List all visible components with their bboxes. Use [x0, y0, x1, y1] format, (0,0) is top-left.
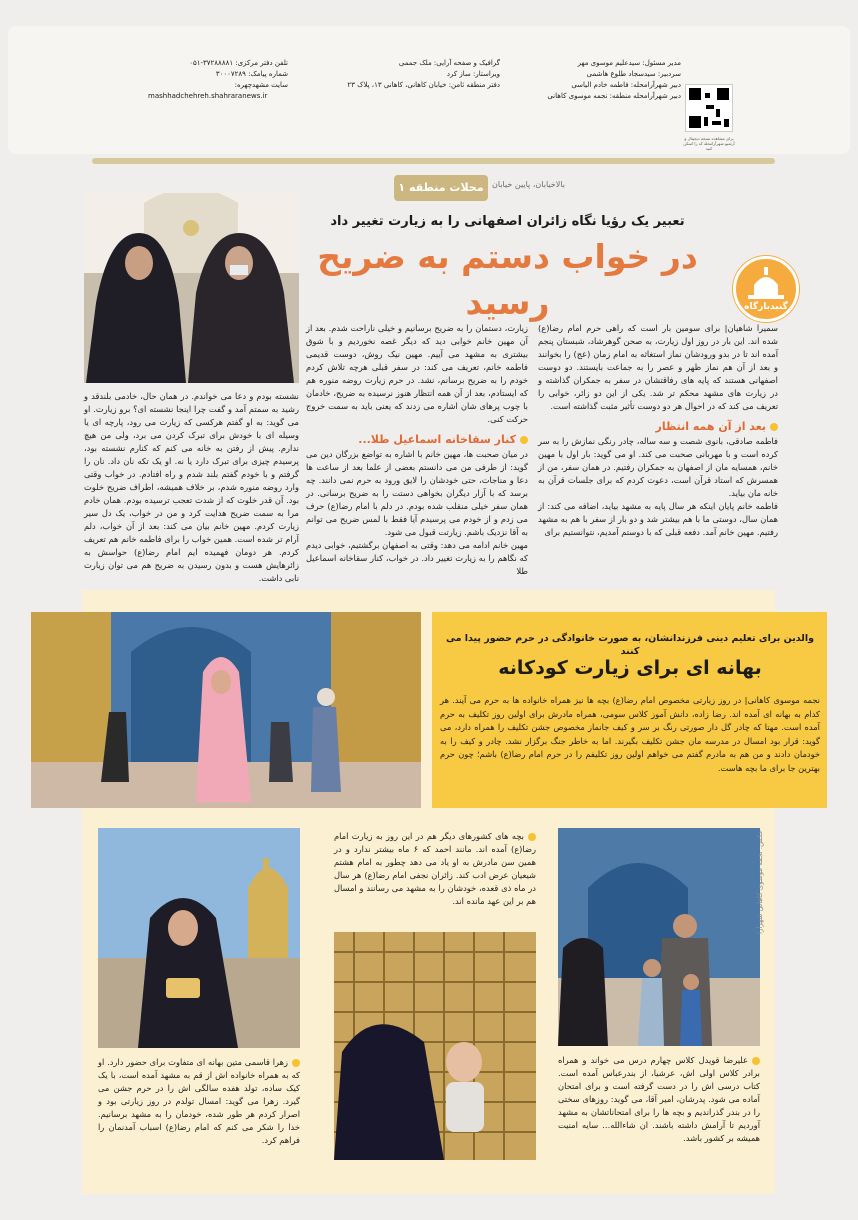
credit-line: دبیر شهرآرامحله: فاطمه خادم الیاسی [571, 81, 681, 89]
feature-lead: نجمه موسوی کاهانی| در روز زیارتی مخصوص امام رضا(ع) بچه ها نیز همراه خانواده ها به حرم می آیند. هر کدام به بهانه ای آمده اند. رضا زاده، دانش آموز کلاس سومی، همراه مادرش برای اولین روز تکلیف به حرم آمده است. مهتا که چادر گل دار صورتی رنگ بر سر و کیف جانماز مخصوص جشن تکلیف را همراه دارد، می گوید: قرار بود امسال در مدرسه مان جشن تکلیف بگیرند. اما به خاطر جنگ برگزار نشد. چادر و کیف را به خودمان دادند و من هم به مادرم گفتم می خواهم اولین روز تکلیفم را در حرم امام رضا(ع) باشم؛ چون حرم بهترین جا برای ما بچه هاست. [440, 695, 820, 773]
article-column [84, 390, 299, 585]
caption-text: بچه های کشورهای دیگر هم در این روز به زیارت امام رضا(ع) آمده اند. مانند احمد که ۶ ماه بیشتر ندارد و در همین سن مادرش به او یاد می دهد چطور به امام هشتم شیعیان عرض ادب کند. زائران نجفی امام رضا(ع) هر سال در ماه ذی قعده، خودشان را به مشهد می رسانند و امسال هم بر این عهد مانده اند. [334, 831, 536, 906]
qr-caption: برای مشاهده نسخه دیجیتال و آرشیو شهرآرامحله کد را اسکن کنید [683, 136, 735, 151]
birthday-girl-photo [98, 828, 300, 1048]
contact-line: سایت مشهدچهره: [234, 81, 288, 89]
contact-line[interactable]: mashhadchehreh.shahraranews.ir [148, 92, 268, 100]
bullet-icon [770, 423, 778, 431]
caption-text: علیرضا قویدل کلاس چهارم درس می خواند و همراه برادر کلاس اولی اش، عرشیا، از بندرعباس آمده است. کتاب درسی اش را در دست گرفته است و برای امتحان آماده می شود. پدرشان، امیر آقا، می گوید: روزهای سختی را در بندر گذراندیم و بچه ها را برای امتحاناتشان به مشهد آوردیم تا آرامش داشته باشند. ان شاءالله... سایه امنیت همیشه بر کشور باشد. [558, 1055, 760, 1143]
shrine-dome-icon [733, 256, 799, 322]
bullet-icon [528, 833, 536, 841]
paragraph: در میان صحبت ها، مهین خانم با اشاره به تواضع بزرگان دین می گوید: از طرفی من می دانستم بعضی از علما بعد از ساعت ها دعا و مناجات، حتی خودشان را لایق ورود به حرم نمی دانند. چه برسد که با آزار دیگران بخواهی دستت را به ضریح برسانی. در همان سفر خیلی منقلب شده بودم. در دلم با امام رضا(ع) حرف می زدم و از خودم می پرسیدم آیا فقط با لمس ضریح می توانم به آقا نزدیک باشم. زیارتت قبول می شود. [306, 449, 528, 537]
credit-line: سردبیر: سیدسجاد طلوع هاشمی [586, 70, 681, 78]
bullet-icon [292, 1059, 300, 1067]
paragraph: مهین خانم ادامه می دهد: وقتی به اصفهان برگشتیم، خوابی دیدم که نگاهم را به زیارت تغییر داد. در خواب، کنار سقاخانه اسماعیل طلا [306, 540, 528, 576]
qr-code-icon[interactable] [685, 84, 733, 132]
section-badge-label: گنبدبارگاه [744, 302, 788, 312]
caption [334, 830, 536, 908]
editorial-credits [536, 58, 681, 102]
paragraph: نشسته بودم و دعا می خواندم. در همان حال، خادمی بلندقد و رشید به سمتم آمد و گفت چرا اینجا نشسته ای؟ برو زیارت. او می گوید: به او گفتم هرکسی که زیارت می رود، پارچه ای یا وسیله ای با خودش برای تبرک کردن می برد، ولی من هیچ ندارم. پیش از رفتن به خانه می کنم که کنارم نشسته بود، پرسیدم چیزی برای تبرک دارد یا نه. او یک تکه نان داد. نان را گرفتم و با خودم گفتم بلند شدم و راه افتادم. در خواب وقتی وارد روضه منوره شدم، بر خلاف همیشه، اطراف ضریح خلوت بود. آن قدر خلوت که از شدت تعجب ترسیده بودم. همان خادم مرا به سمت ضریح هدایت کرد و من در خواب، یک دل سیر زیارت کردم. مهین خانم بیان می کند: بعد از آن خواب، دلم آرام تر شده است. همین خواب را برای فاطمه خانم هم تعریف کردم. هر دومان فهمیده ایم امام رضا(ع) حواسش به زائرهایش هست و بدون رسیدن به ضریح هم می توان زیارت نابی داشت. [84, 391, 299, 583]
contact-info [148, 58, 288, 102]
design-credits [300, 58, 500, 91]
credit-line: ویراستار: ساز کرد [446, 70, 500, 78]
boys-with-father-photo [558, 828, 760, 1046]
contact-line: تلفن دفتر مرکزی: ۳۷۲۸۸۸۸۱-۰۵۱ [189, 59, 288, 67]
article-lead: سمیرا شاهیان| برای سومین بار است که راهی حرم امام رضا(ع) شده اند. این بار در روز اول زیارت، به صحن گوهرشاد، شبستان پنجم آمده اند تا در بدو ورودشان نماز استغاثه به امام زمان (عج) را بخوانند و بعد از آن هم نماز ظهر و عصر را به جماعت بایستند. دو دوست اصفهانی هستند که پایه های رفاقتشان در سفر به جمکران گذاشته و در زیارت های مشهد محکم تر شد. یکی از این دو زائر، خوابی را تعریف می کند که در احوال هر دو دوست تأثیر مثبت گذاشته است. [538, 323, 778, 411]
feature-kicker: والدین برای تعلیم دینی فرزندانشان، به صورت خانوادگی در حرم حضور پیدا می کنند [445, 633, 815, 657]
subheading [538, 419, 778, 435]
paragraph: فاطمه صادقی، بانوی شصت و سه ساله، چادر رنگی نمازش را به سر کرده است و با مهربانی صحبت می کند. او می گوید: بار اول با مهین خانم، همسایه مان از اصفهان به جمکران رفتیم. در همان سفر، من از همسرش که استاد قرآن است، دعوت کردم که برای جلسات قرآن به خانه مان بیاید. [538, 436, 778, 498]
credit-line: دفتر منطقه ثامن: خیابان کاهانی، کاهانی ۱۳، پلاک ۲۳ [347, 81, 500, 89]
bullet-icon [520, 436, 528, 444]
caption [558, 1054, 760, 1145]
article-kicker: تعبیر یک رؤیا نگاه زائران اصفهانی را به زیارت تغییر داد [330, 214, 685, 229]
caption-text: زهرا قاسمی متین بهانه ای متفاوت برای حضور دارد. او که به همراه خانواده اش از قم به مشهد آمده است، با یک کیک ساده، تولد هفده سالگی اش را در حرم جشن می گیرد. زهرا می گوید: امسال تولدم در روز زیارتی بود و اصرار کردم هر طور شده، خودمان را به مشهد برسانیم. خدا را شکر می کنم که امام رضا(ع) اسباب آمدنمان را فراهم کرد. [98, 1057, 300, 1145]
caption [98, 1056, 300, 1147]
category-tab[interactable]: محلات منطقه ۱ [394, 175, 488, 201]
credit-line: دبیر شهرآرامحله منطقه: نجمه موسوی کاهانی [547, 92, 681, 100]
pilgrims-photo [84, 193, 299, 383]
paragraph: زیارت، دستمان را به ضریح برسانیم و خیلی ناراحت شدم. بعد از آن مهین خانم خوابی دید که دیگر غصه نخوردیم و با شوق بیشتری به مشهد می آییم. مهین نیک روش، دوست قدیمی فاطمه خانم، تعریف می کند: در سفر قبلی هرچه تلاش کردم خودم را به ضریح برسانم، نشد. در حرم زیارت روضه منوره هم که ایستادم، بعد از آن همه انتظار هنوز نرسیده به ضریح، خادمان با چوب پرهای شان اشاره می زدند که یعنی باید به سمت خروج حرکت کنی. [306, 323, 528, 424]
subheading-text: کنار سقاخانه اسماعیل طلا... [358, 433, 516, 446]
contact-line: شماره پیامک: ۳۰۰۰۷۲۸۹ [215, 70, 288, 78]
subheading-text: بعد از آن همه انتظار [655, 420, 766, 433]
credit-line: گرافیک و صفحه آرایی: ملک جممی [398, 59, 500, 67]
subheading [306, 432, 528, 448]
credit-line: مدیر مسئول: سیدعلیم موسوی مهر [577, 59, 681, 67]
article-column [538, 322, 778, 539]
baby-at-shrine-photo [334, 932, 536, 1160]
breadcrumb: بالاخیابان، پایین خیابان [492, 180, 565, 189]
article-headline: در خواب دستم به ضریح رسید [317, 237, 698, 322]
paragraph: فاطمه خانم پایان اینکه هر سال پایه به مشهد بیاید، اضافه می کند: از همان سال، دوستی ما با هم بیشتر شد و دو بار از سفر با هم به مشهد رفتیم. مهین خانم آمد. دفعه قبلی که با دوستم آمدیم، نتوانستیم برای [538, 501, 778, 537]
girl-in-shrine-photo [31, 612, 421, 808]
photo-credit: عکس: نجمه موسوی کاهانی شهرآرا [756, 830, 764, 935]
feature-headline: بهانه ای برای زیارت کودکانه [498, 657, 762, 679]
article-column [306, 322, 528, 578]
divider [92, 158, 775, 164]
